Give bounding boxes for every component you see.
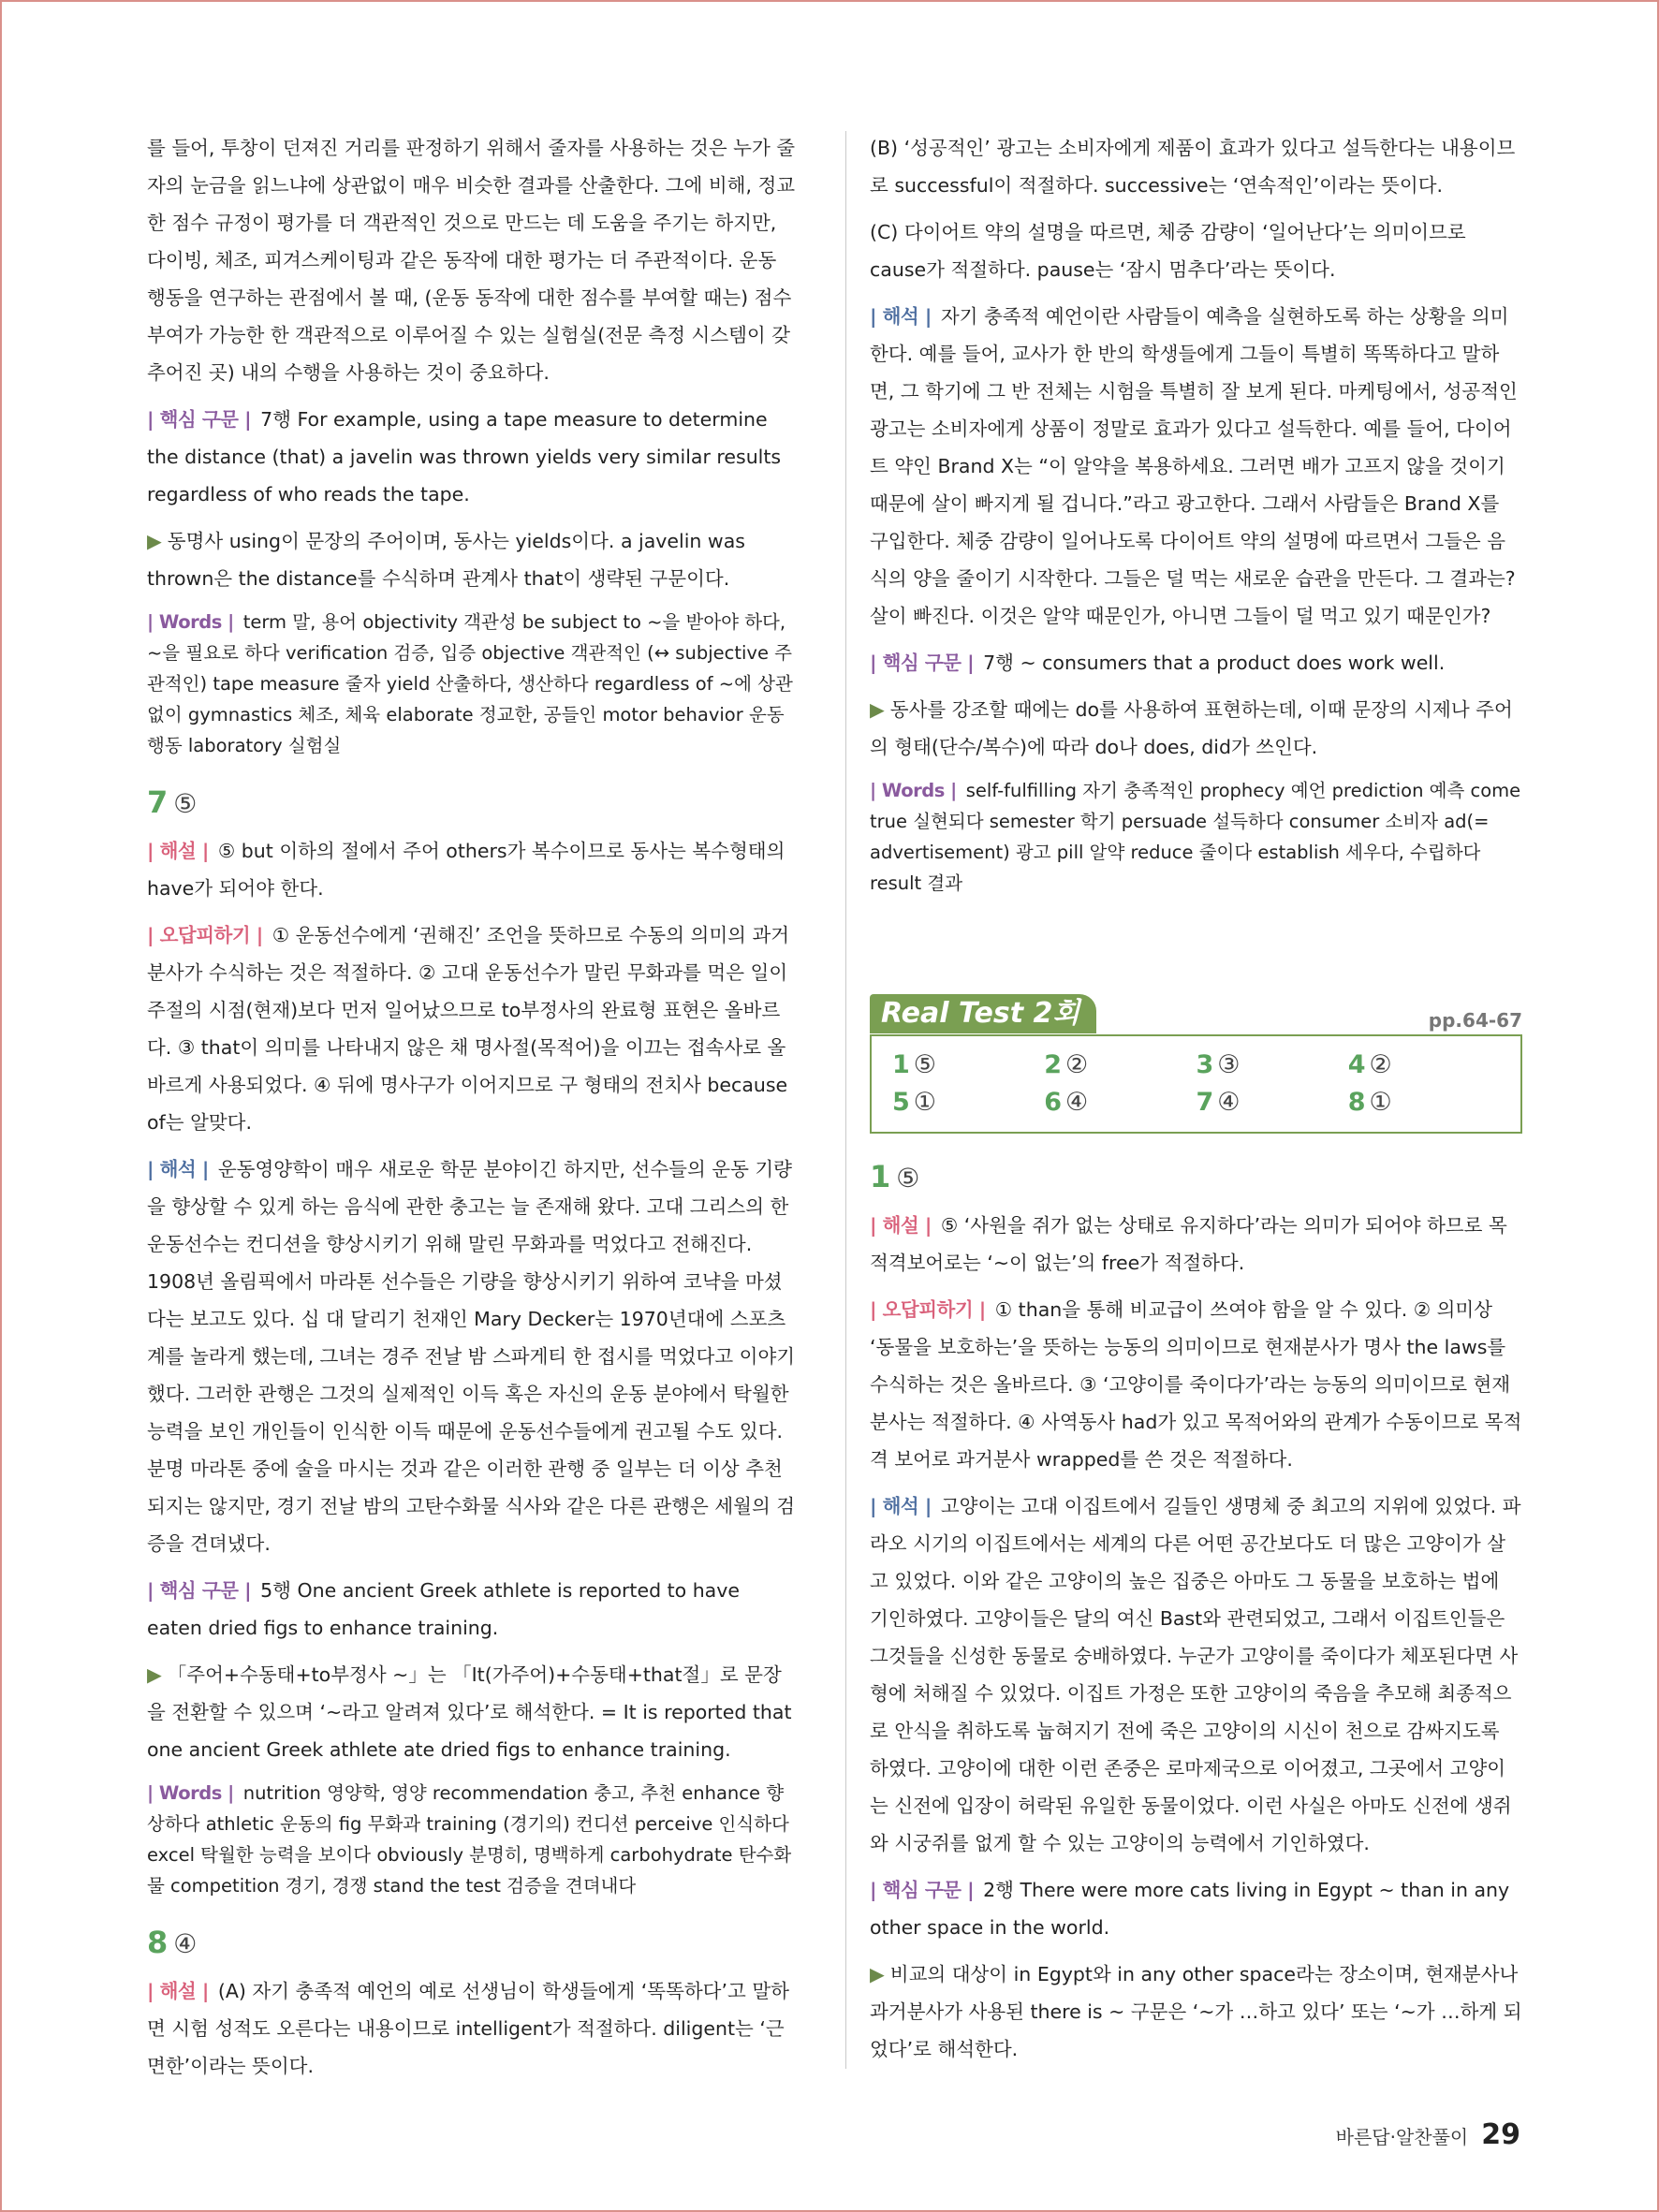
- words-tag: | Words |: [147, 611, 234, 633]
- words-tag: | Words |: [870, 780, 957, 801]
- q7-wrong-answers: | 오답피하기 | ① 운동선수에게 ‘권해진’ 조언을 뜻하므로 수동의 의미의 과거분사가 수식하는 것은 적절하다. ② 고대 운동선수가 말린 무화과를 먹은 일이 주절의 시점(현재)보다 먼저 일어났으므로 to부정사의 완료형 표현은 올바르다. ③ that이 의미를 나타내지 않은 채 명사절(목적어)을 이끄는 접속사로 올바르게 사용되었다. ④ 뒤에 명사구가 이어지므로 구 형태의 전치사 because of는 알맞다.: [147, 924, 790, 1134]
- words-text: term 말, 용어 objectivity 객관성 be subject to ~을 받아야 하다, ~을 필요로 하다 verification 검증, 입증 objective 객관적인 (↔ subjective 주관적인) tape measure 줄자 yield 산출하다, 생산하다 regardless of ~에 상관없이 gymnastics 체조, 체육 elaborate 정교한, 공들인 motor behavior 운동 행동 laboratory 실험실: [147, 611, 793, 756]
- rt1-wrong-answers: | 오답피하기 | ① than을 통해 비교급이 쓰여야 함을 알 수 있다. ② 의미상 ‘동물을 보호하는’을 뜻하는 능동의 의미이므로 현재분사가 명사 the laws를 수식하는 것은 올바르다. ③ ‘고양이를 죽이다가’라는 능동의 의미이므로 현재분사는 적절하다. ④ 사역동사 had가 있고 목적어와의 관계가 수동이므로 목적격 보어로 과거분사 wrapped를 쓴 것은 적절하다.: [870, 1298, 1522, 1471]
- real-test-answer-grid: [870, 1034, 1522, 1134]
- right-column: [870, 129, 1522, 2077]
- answer-cell: 8 ①: [1347, 1088, 1392, 1117]
- triangle-bullet-icon: ▶: [147, 1663, 162, 1686]
- q8-solution: | 해설 | (A) 자기 충족적 예언의 예로 선생님이 학생들에게 ‘똑똑하다’고 말하면 시험 성적도 오른다는 내용이므로 intelligent가 적절하다. diligent는 ‘근면한’이라는 뜻이다.: [147, 1980, 789, 2077]
- solution-tag: | 해설 |: [147, 840, 209, 862]
- triangle-bullet-icon: ▶: [870, 1963, 885, 1985]
- triangle-bullet-icon: ▶: [870, 698, 885, 721]
- answer-choice: ⑤: [173, 788, 198, 819]
- real-test-pages: pp.64-67: [1428, 1009, 1522, 1032]
- q6-key-structure-note: ▶ 동명사 using이 문장의 주어이며, 동사는 yields이다. a javelin was thrown은 the distance를 수식하며 관계사 that이 생략된 구문이다.: [147, 530, 745, 590]
- q6-translation-continued: 를 들어, 투창이 던져진 거리를 판정하기 위해서 줄자를 사용하는 것은 누가 줄자의 눈금을 읽느냐에 상관없이 매우 비슷한 결과를 산출한다. 그에 비해, 정교한 점수 규정이 평가를 더 객관적인 것으로 만드는 데 도움을 주기는 하지만, 다이빙, 체조, 피겨스케이팅과 같은 동작에 대한 평가는 더 주관적이다. 운동 행동을 연구하는 관점에서 볼 때, (운동 동작에 대한 점수를 부여할 때는) 점수 부여가 가능한 한 객관적으로 이루어질 수 있는 실험실(전문 측정 시스템이 갖추어진 곳) 내의 수행을 사용하는 것이 중요하다.: [147, 137, 796, 384]
- solution-tag: | 해설 |: [147, 1980, 209, 2002]
- q8-solution-b: (B) ‘성공적인’ 광고는 소비자에게 제품이 효과가 있다고 설득한다는 내용이므로 successful이 적절하다. successive는 ‘연속적인’이라는 뜻이다.: [870, 137, 1516, 197]
- answer-cell: 6 ④: [1044, 1088, 1089, 1117]
- rt1-translation: | 해석 | 고양이는 고대 이집트에서 길들인 생명체 중 최고의 지위에 있었다. 파라오 시기의 이집트에서는 세계의 다른 어떤 공간보다도 더 많은 고양이가 살고 있었다. 이와 같은 고양이의 높은 집중은 아마도 그 동물을 보호하는 법에 기인하였다. 고양이들은 달의 여신 Bast와 관련되었고, 그래서 이집트인들은 그것들을 신성한 동물로 숭배하였다. 누군가 고양이를 죽이다가 체포된다면 사형에 처해질 수 있었다. 이집트 가정은 또한 고양이의 죽음을 추모해 최종적으로 안식을 취하도록 눕혀지기 전에 죽은 고양이의 시신이 천으로 감싸지도록 하였다. 고양이에 대한 이런 존중은 로마제국으로 이어졌고, 그곳에서 고양이는 신전에 입장이 허락된 유일한 동물이었다. 이런 사실은 아마도 신전에 생쥐와 시궁쥐를 없게 할 수 있는 고양이의 능력에서 기인하였다.: [870, 1495, 1521, 1854]
- answer-cell: 1 ⑤: [892, 1050, 937, 1079]
- real-test-title: Real Test 2회: [870, 994, 1096, 1033]
- q8-key-structure: | 핵심 구문 | 7행 ~ consumers that a product does work well.: [870, 652, 1446, 674]
- triangle-bullet-icon: ▶: [147, 530, 162, 552]
- left-column: [147, 129, 800, 2094]
- q7-translation: | 해석 | 운동영양학이 매우 새로운 학문 분야이긴 하지만, 선수들의 운동 기량을 향상할 수 있게 하는 음식에 관한 충고는 늘 존재해 왔다. 고대 그리스의 한 운동선수는 컨디션을 향상시키기 위해 말린 무화과를 먹었다고 전해진다. 1908년 올림픽에서 마라톤 선수들은 기량을 향상시키기 위하여 코냑을 마셨다는 보고도 있다. 십 대 달리기 천재인 Mary Decker는 1970년대에 스포츠계를 놀라게 했는데, 그녀는 경주 전날 밤 스파게티 한 접시를 먹었다고 이야기했다. 그러한 관행은 그것의 실제적인 이득 혹은 자신의 운동 분야에서 탁월한 능력을 보인 개인들이 인식한 이득 때문에 운동선수들에게 권고될 수도 있다. 분명 마라톤 중에 술을 마시는 것과 같은 이러한 관행 중 일부는 더 이상 추천되지는 않지만, 경기 전날 밤의 고탄수화물 식사와 같은 다른 관행은 세월의 검증을 견뎌냈다.: [147, 1158, 796, 1555]
- question-number: 7: [147, 784, 169, 820]
- key-structure-tag: | 핵심 구문 |: [870, 652, 975, 674]
- rt1-key-structure-note: ▶ 비교의 대상이 in Egypt와 in any other space라는 장소이며, 현재분사나 과거분사가 사용된 there is ~ 구문은 ‘~가 …하고 있다’ 또는 ‘~가 …하게 되었다’로 해석한다.: [870, 1963, 1522, 2060]
- real-test-answer-box: [870, 994, 1522, 1134]
- question-number: 1: [870, 1159, 891, 1194]
- q8-solution-c: (C) 다이어트 약의 설명을 따르면, 체중 감량이 ‘일어난다’는 의미이므로 cause가 적절하다. pause는 ‘잠시 멈추다’라는 뜻이다.: [870, 221, 1466, 281]
- key-structure-tag: | 핵심 구문 |: [147, 1579, 252, 1602]
- page-footer: [1296, 2118, 1520, 2151]
- rt1-key-structure: | 핵심 구문 | 2행 There were more cats living in Egypt ~ than in any other space in the world.: [870, 1879, 1510, 1939]
- answer-cell: 3 ③: [1196, 1050, 1241, 1079]
- q8-answer-heading: [147, 1922, 800, 1965]
- q7-key-structure: | 핵심 구문 | 5행 One ancient Greek athlete is reported to have eaten dried figs to enhance training.: [147, 1579, 740, 1639]
- q8-words: | Words | self-fulfilling 자기 충족적인 prophecy 예언 prediction 예측 come true 실현되다 semester 학기 persuade 설득하다 consumer 소비자 ad(= advertisement) 광고 pill 알약 reduce 줄이다 establish 세우다, 수립하다 result 결과: [870, 780, 1521, 894]
- book-label: 바른답·알찬풀이: [1335, 2126, 1469, 2148]
- translation-tag: | 해석 |: [147, 1158, 209, 1180]
- question-number: 8: [147, 1925, 169, 1960]
- answer-cell: 4 ②: [1347, 1050, 1392, 1079]
- key-structure-text: 7행 For example, using a tape measure to determine the distance (that) a javelin was thrown yields very similar results regardless of who reads the tape.: [147, 408, 782, 505]
- q6-key-structure: [147, 401, 800, 513]
- page-number: 29: [1481, 2118, 1520, 2151]
- translation-tag: | 해석 |: [870, 1495, 932, 1517]
- answer-cell: 2 ②: [1044, 1050, 1089, 1079]
- key-structure-tag: | 핵심 구문 |: [147, 408, 252, 431]
- key-structure-tag: | 핵심 구문 |: [870, 1879, 975, 1901]
- rt1-solution: | 해설 | ⑤ ‘사원을 쥐가 없는 상태로 유지하다’라는 의미가 되어야 하므로 목적격보어로는 ‘~이 없는’의 free가 적절하다.: [870, 1214, 1507, 1274]
- q7-words: | Words | nutrition 영양학, 영양 recommendation 충고, 추천 enhance 향상하다 athletic 운동의 fig 무화과 training (경기의) 컨디션 perceive 인식하다 excel 탁월한 능력을 보이다 obviously 분명히, 명백하게 carbohydrate 탄수화물 competition 경기, 경쟁 stand the test 검증을 견뎌내다: [147, 1782, 792, 1897]
- words-tag: | Words |: [147, 1782, 234, 1804]
- q7-solution: | 해설 | ⑤ but 이하의 절에서 주어 others가 복수이므로 동사는 복수형태의 have가 되어야 한다.: [147, 840, 785, 900]
- wrong-answer-tag: | 오답피하기 |: [870, 1298, 986, 1321]
- q8-key-structure-note: ▶ 동사를 강조할 때에는 do를 사용하여 표현하는데, 이때 문장의 시제나 주어의 형태(단수/복수)에 따라 do나 does, did가 쓰인다.: [870, 698, 1513, 758]
- rt1-answer-heading: [870, 1156, 1522, 1199]
- q7-answer-heading: [147, 782, 800, 825]
- column-divider: [845, 131, 846, 2069]
- q8-translation: | 해석 | 자기 충족적 예언이란 사람들이 예측을 실현하도록 하는 상황을 의미한다. 예를 들어, 교사가 한 반의 학생들에게 그들이 특별히 똑똑하다고 말하면, 그 학기에 그 반 전체는 시험을 특별히 잘 보게 된다. 마케팅에서, 성공적인 광고는 소비자에게 상품이 정말로 효과가 있다고 설득한다. 예를 들어, 다이어트 약인 Brand X는 “이 알약을 복용하세요. 그러면 배가 고프지 않을 것이기 때문에 살이 빠지게 될 겁니다.”라고 광고한다. 그래서 사람들은 Brand X를 구입한다. 체중 감량이 일어나도록 다이어트 약의 설명에 따르면서 그들은 음식의 양을 줄이기 시작한다. 그들은 덜 먹는 새로운 습관을 만든다. 그 결과는? 살이 빠진다. 이것은 알약 때문인가, 아니면 그들이 덜 먹고 있기 때문인가?: [870, 305, 1518, 627]
- answer-cell: 7 ④: [1196, 1088, 1241, 1117]
- q6-words: [147, 607, 800, 761]
- q7-key-structure-note: ▶ 「주어+수동태+to부정사 ~」는 「It(가주어)+수동태+that절」로 문장을 전환할 수 있으며 ‘~라고 알려져 있다’로 해석한다. = It is reported that one ancient Greek athlete ate dried figs to enhance training.: [147, 1663, 792, 1761]
- wrong-answer-tag: | 오답피하기 |: [147, 924, 263, 946]
- translation-tag: | 해석 |: [870, 305, 932, 328]
- answer-cell: 5 ①: [892, 1088, 937, 1117]
- answer-choice: ⑤: [896, 1163, 920, 1194]
- answer-choice: ④: [173, 1928, 198, 1959]
- solution-tag: | 해설 |: [870, 1214, 932, 1237]
